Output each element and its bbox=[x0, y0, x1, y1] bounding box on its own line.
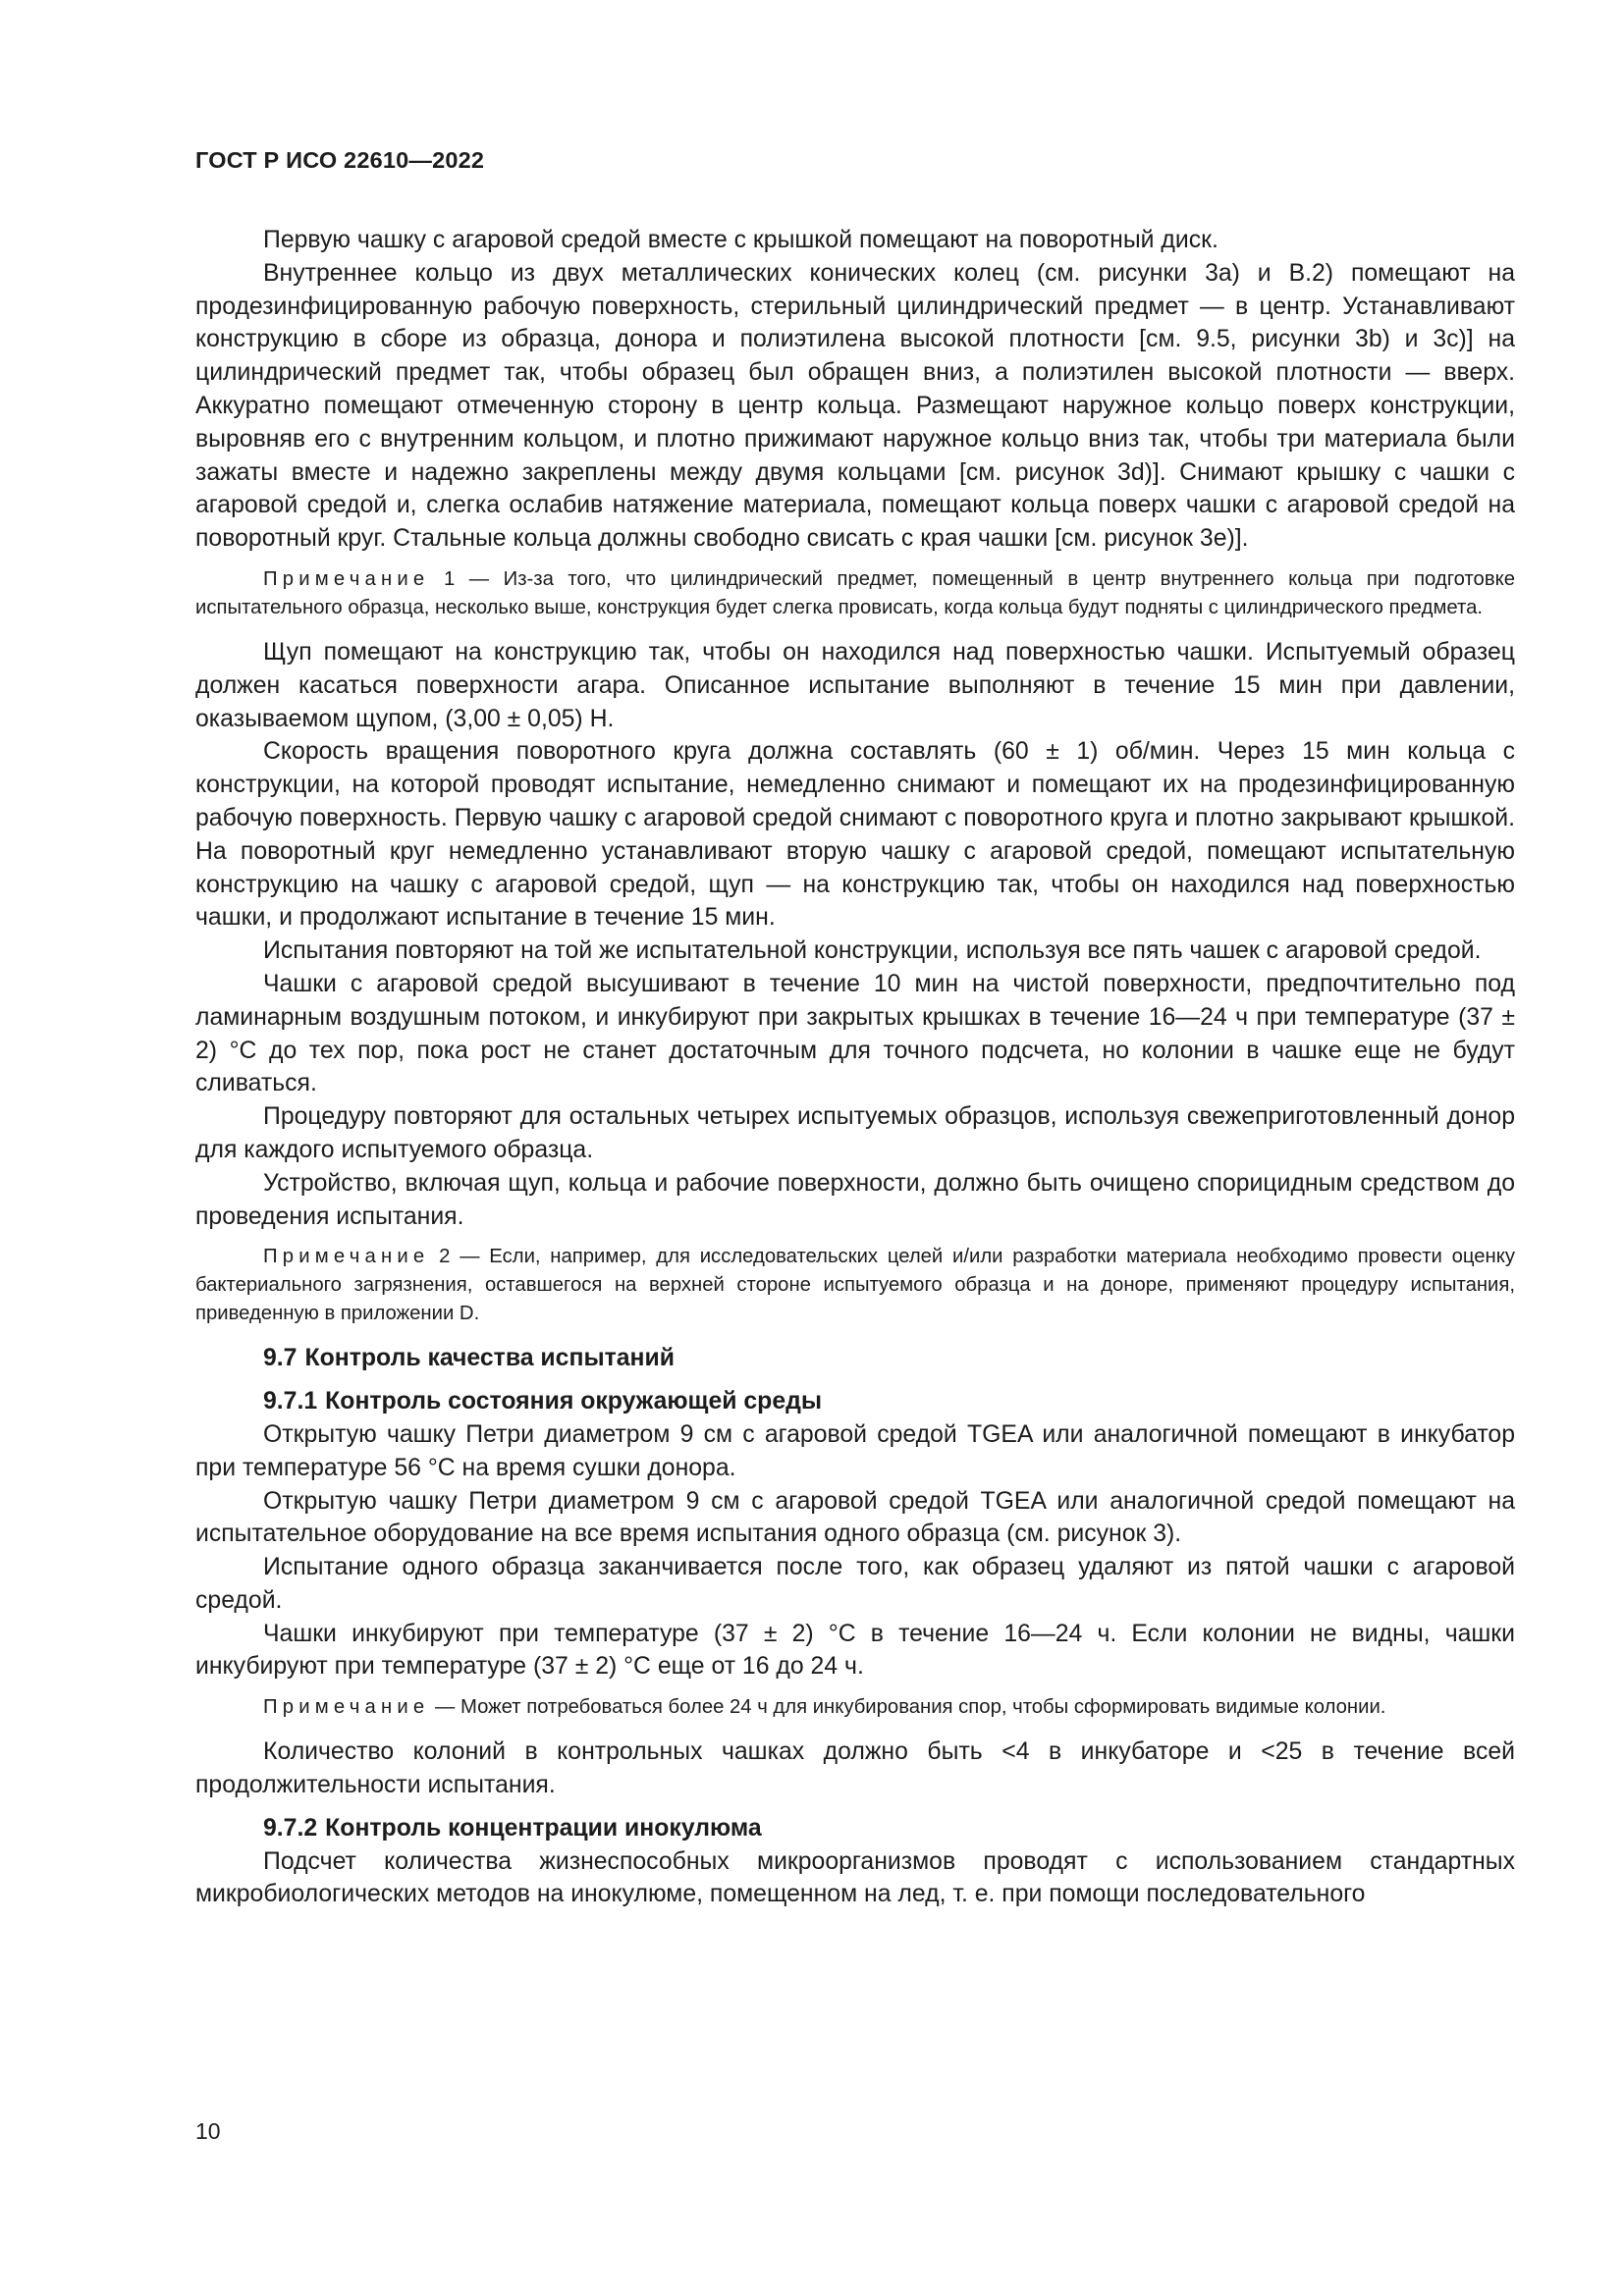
section-heading-9-7-2 bbox=[195, 1812, 1515, 1845]
paragraph: Устройство, включая щуп, кольца и рабочие поверхности, должно быть очищено спорицидным средством до проведения испытания. bbox=[195, 1169, 1515, 1230]
section-title: Контроль качества испытаний bbox=[304, 1345, 676, 1372]
paragraph: Испытание одного образца заканчивается после того, как образец удаляют из пятой чашки с агаровой средой. bbox=[195, 1554, 1515, 1614]
section-number: 9.7.1 bbox=[263, 1388, 318, 1415]
note-3 bbox=[195, 1693, 1515, 1722]
paragraph: Чашки инкубируют при температуре (37 ± 2) °C в течение 16—24 ч. Если колонии не видны, чашки инкубируют при температуре (37 ± 2) °C еще от 16 до 24 ч. bbox=[195, 1620, 1515, 1681]
paragraph: Открытую чашку Петри диаметром 9 см с агаровой средой TGEA или аналогичной помещают в инкубатор при температуре 56 °C на время сушки донора. bbox=[195, 1420, 1515, 1481]
note-1 bbox=[195, 565, 1515, 622]
section-heading-9-7-1 bbox=[195, 1385, 1515, 1418]
document-body bbox=[195, 224, 1515, 1911]
paragraph: Щуп помещают на конструкцию так, чтобы он находился над поверхностью чашки. Испытуемый образец должен касаться поверхности агара. Описанное испытание выполняют в течение 15 мин при давлении, оказываемом щупом, (3,00 ± 0,05) Н. bbox=[195, 638, 1515, 732]
paragraph: Испытания повторяют на той же испытательной конструкции, используя все пять чашек с агаровой средой. bbox=[263, 937, 1482, 965]
paragraph: Скорость вращения поворотного круга должна составлять (60 ± 1) об/мин. Через 15 мин кольца с конструкции, на которой проводят испытание, немедленно снимают и помещают их на продезинфицированную рабочую поверхность. Первую чашку с агаровой средой снимают с поворотного круга и плотно закрывают крышкой. На поворотный круг немедленно устанавливают вторую чашку с агаровой средой, помещают испытательную конструкцию на чашку с агаровой средой, щуп — на конструкцию так, чтобы он находился над поверхностью чашки, и продолжают испытание в течение 15 мин. bbox=[195, 738, 1515, 932]
section-number: 9.7.2 bbox=[263, 1814, 318, 1842]
paragraph: Чашки с агаровой средой высушивают в течение 10 мин на чистой поверхности, предпочтительно под ламинарным воздушным потоком, и инкубируют при закрытых крышках в течение 16—24 ч при температуре (37 ± 2) °C до тех пор, пока рост не станет достаточным для точного подсчета, но колонии в чашке еще не будут сливаться. bbox=[195, 970, 1515, 1097]
note-2 bbox=[195, 1243, 1515, 1328]
paragraph: Количество колоний в контрольных чашках должно быть <4 в инкубаторе и <25 в течение всей продолжительности испытания. bbox=[195, 1738, 1515, 1799]
section-number: 9.7 bbox=[263, 1345, 298, 1372]
document-header: ГОСТ Р ИСО 22610—2022 bbox=[195, 147, 485, 173]
note-text: — Может потребоваться более 24 ч для инкубирования спор, чтобы сформировать видимые колонии. bbox=[429, 1696, 1386, 1719]
paragraph: Подсчет количества жизнеспособных микроорганизмов проводят с использованием стандартных микробиологических методов на инокулюме, помещенном на лед, т. е. при помощи последовательного bbox=[195, 1847, 1515, 1908]
paragraph: Внутреннее кольцо из двух металлических конических колец (см. рисунки 3a) и B.2) помещают на продезинфицированную рабочую поверхность, стерильный цилиндрический предмет — в центр. Устанавливают конструкцию в сборе из образца, донора и полиэтилена высокой плотности [см. 9.5, рисунки 3b) и 3c)] на цилиндрический предмет так, чтобы образец был обращен вниз, а полиэтилен высокой плотности — вверх. Аккуратно помещают отмеченную сторону в центр кольца. Размещают наружное кольцо поверх конструкции, выровняв его с внутренним кольцом, и плотно прижимают наружное кольцо вниз так, чтобы три материала были зажаты вместе и надежно закреплены между двумя кольцами [см. рисунок 3d)]. Снимают крышку с чашки с агаровой средой и, слегка ослабив натяжение материала, помещают кольца поверх чашки с агаровой средой на поворотный круг. Стальные кольца должны свободно свисать с края чашки [см. рисунок 3e)]. bbox=[195, 259, 1515, 553]
paragraph: Открытую чашку Петри диаметром 9 см с агаровой средой TGEA или аналогичной средой помещают на испытательное оборудование на все время испытания одного образца (см. рисунок 3). bbox=[195, 1487, 1515, 1548]
note-label: Примечание bbox=[263, 1696, 430, 1719]
note-text: 2 — Если, например, для исследовательских целей и/или разработки материала необходимо провести оценку бактериального загрязнения, оставшегося на верхней стороне испытуемого образца и на доноре, применяют процедуру испытания, приведенную в приложении D. bbox=[195, 1246, 1515, 1325]
section-title: Контроль состояния окружающей среды bbox=[325, 1388, 823, 1415]
note-label: Примечание bbox=[263, 1246, 430, 1268]
page-number: 10 bbox=[195, 2118, 221, 2144]
section-heading-9-7 bbox=[195, 1342, 1515, 1375]
note-label: Примечание bbox=[263, 567, 430, 590]
note-text: 1 — Из-за того, что цилиндрический предмет, помещенный в центр внутреннего кольца при подготовке испытательного образца, несколько выше, конструкция будет слегка провисать, когда кольца будут подняты с цилиндрического предмета. bbox=[195, 567, 1515, 618]
paragraph: Процедуру повторяют для остальных четырех испытуемых образцов, используя свежеприготовленный донор для каждого испытуемого образца. bbox=[195, 1103, 1515, 1163]
paragraph: Первую чашку с агаровой средой вместе с крышкой помещают на поворотный диск. bbox=[263, 227, 1218, 253]
section-title: Контроль концентрации инокулюма bbox=[325, 1814, 762, 1842]
